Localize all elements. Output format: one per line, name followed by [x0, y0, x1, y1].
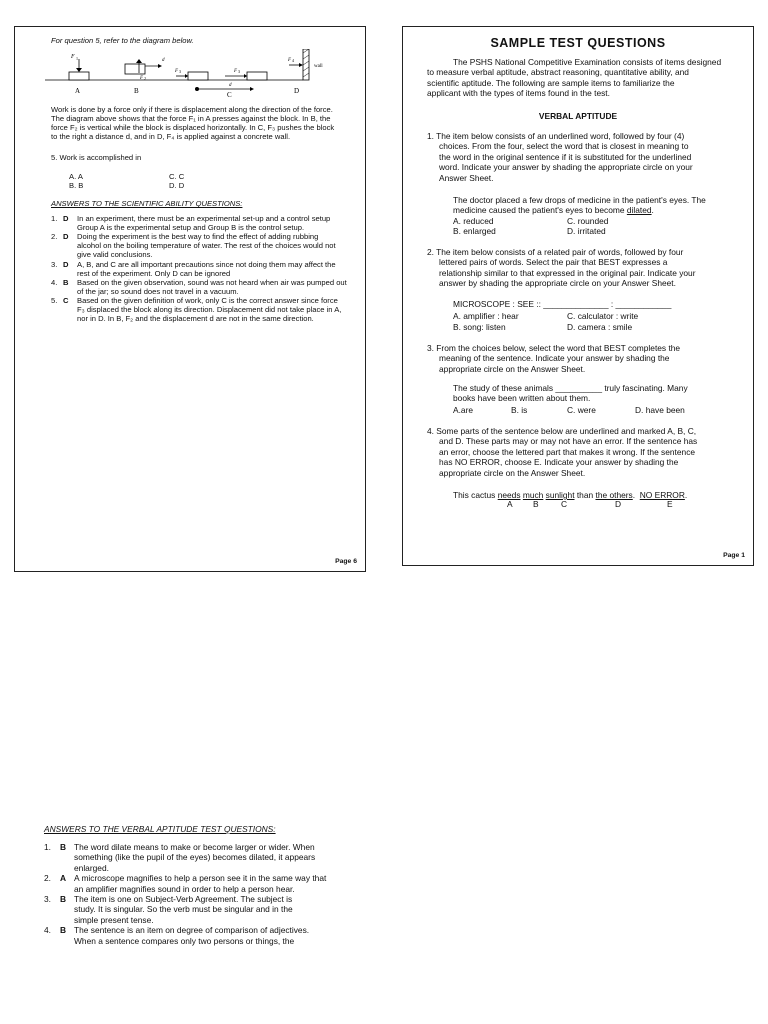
answer-letter: B [60, 842, 67, 852]
answers-heading: ANSWERS TO THE SCIENTIFIC ABILITY QUESTIONS: [51, 199, 243, 208]
answer-letter: A [60, 873, 67, 884]
q3-sentence: The study of these animals __________ truly fascinating. Many books have been written about them. [453, 383, 688, 404]
part-e: NO ERROR [639, 490, 685, 500]
q2-choice-d: D. camera : smile [567, 322, 633, 332]
answer-item [44, 894, 340, 925]
choice-c: C. C [169, 172, 185, 181]
intro-paragraph: The PSHS National Competitive Examination consists of items designed to measure verbal aptitude, abstract reasoning, quantitative ability, and scientific aptitude. The following are sample items to familiarize the applicant with the types of items found in the test. [427, 57, 722, 99]
q3-choice-c: C. were [567, 405, 596, 415]
answer-line: In an experiment, there must be an experimental set-up and a control setup [77, 214, 331, 223]
answer-line: an amplifier magnifies sound in order to help a person hear. [74, 883, 295, 894]
label-a: A [75, 87, 81, 95]
q2-choice-c: C. calculator : write [567, 311, 639, 321]
marker-d: D [615, 499, 622, 509]
work-paragraph: Work is done by a force only if there is displacement along the direction of the force. The diagram above shows that the force F₁ in A presses against the block. In B, the force F₂ is vertical while the block is displaced horizontally. In C, F₃ pushes the block to the right a distance d, and in D, F₄ is applied against a concrete wall. [51, 105, 335, 142]
q4-sentence: This cactus needs much sunlight than the others. NO ERROR. [453, 490, 688, 500]
section-heading: VERBAL APTITUDE [538, 111, 618, 121]
q3-choice-b: B. is [511, 405, 528, 415]
answer-number: 5. [51, 295, 58, 305]
part-b: much [522, 490, 544, 500]
underlined-word: dilated [626, 205, 652, 216]
svg-text:d: d [162, 58, 165, 63]
answer-line: Doing the experiment is the best way to find the effect of adding rubbing [77, 232, 319, 242]
answer-line: F₃ displaced the block along its direction. Displacement did not take place in A, [77, 304, 342, 314]
diagram-intro: For question 5, refer to the diagram below. [51, 36, 194, 45]
question-5: 5. Work is accomplished in [51, 153, 142, 162]
answer-letter: D [63, 259, 69, 269]
answer-item [44, 925, 340, 946]
answer-item [51, 232, 355, 259]
q1-choice-b: B. enlarged [453, 226, 496, 236]
answer-line: Based on the given definition of work, only C is the correct answer since force [77, 295, 338, 305]
question-3: 3. From the choices below, select the word that BEST completes the meaning of the sentence. Indicate your answer by shading the appropriate circle on the Answer Sheet. [427, 343, 681, 374]
answer-letter: D [63, 214, 69, 223]
page-number: Page 1 [723, 552, 745, 559]
answer-letter: D [63, 232, 69, 242]
question-2: 2. The item below consists of a related pair of words, followed by four lettered pairs of words. Select the pair that BEST expresses a relationship similar to that expressed in the original pair. Indicate your answer by shading the appropriate circle on your Answer Sheet. [427, 247, 696, 289]
choice-b: B. B [69, 181, 84, 190]
svg-text:2: 2 [144, 76, 146, 81]
answer-item [51, 260, 355, 278]
page-title: SAMPLE TEST QUESTIONS [490, 36, 666, 50]
answer-number: 1. [51, 214, 58, 223]
q1-choice-c: C. rounded [567, 216, 609, 226]
answer-line: nor in D. In B, F₂ and the displacement d are not in the same direction. [77, 314, 314, 324]
svg-text:F: F [175, 69, 179, 74]
answer-item [44, 873, 340, 894]
svg-text:F: F [288, 58, 292, 63]
q3-choice-a: A.are [453, 405, 474, 415]
svg-text:4: 4 [292, 58, 294, 63]
svg-text:d: d [229, 83, 232, 88]
answer-line: study. It is singular. So the verb must be singular and in the [74, 904, 293, 915]
answer-letter: C [63, 295, 69, 305]
answer-letter: B [63, 277, 69, 287]
answer-line: A microscope magnifies to help a person see it in the same way that [74, 873, 327, 884]
answer-item [51, 214, 355, 232]
svg-text:1: 1 [76, 56, 78, 61]
answer-item [44, 842, 340, 873]
answer-line: A, B, and C are all important precautions since not doing them may affect the [77, 259, 336, 269]
label-d: D [294, 87, 300, 95]
answer-item [51, 278, 355, 296]
marker-e: E [667, 499, 673, 509]
answer-letter: B [60, 925, 67, 936]
answer-line: something (like the pupil of the eyes) becomes dilated, it appears [74, 852, 316, 863]
svg-text:F: F [140, 76, 144, 81]
svg-text:3: 3 [238, 69, 240, 74]
page-1 [402, 26, 754, 566]
answer-number: 1. [44, 842, 51, 852]
answer-line: give valid conclusions. [77, 250, 153, 260]
answer-line: alcohol on the boiling temperature of water. The rest of the choices would not [77, 241, 336, 251]
answer-line: Group A is the experimental setup and Group B is the control setup. [77, 223, 305, 233]
answer-line: Based on the given observation, sound was not heard when air was pumped out [77, 277, 347, 287]
answer-number: 4. [44, 925, 51, 936]
q2-choice-b: B. song: listen [453, 322, 506, 332]
marker-b: B [533, 499, 539, 509]
answer-line: enlarged. [74, 862, 109, 873]
answer-number: 4. [51, 277, 58, 287]
answer-line: When a sentence compares only two persons or things, the [74, 935, 295, 946]
answer-line: The item is one on Subject-Verb Agreement. The subject is [74, 894, 293, 904]
question-1: 1. The item below consists of an underlined word, followed by four (4) choices. From the four, select the word that is closest in meaning to the word in the original sentence if it is substituted for the underlined word. Indicate your answer by shading the appropriate circle on your Answer Sheet. [427, 131, 693, 183]
answer-line: The word dilate means to make or become larger or wider. When [74, 842, 315, 852]
q1-sentence: The doctor placed a few drops of medicine in the patient's eyes. The medicine caused the patient's eyes to become dilated. [453, 195, 706, 216]
answer-letter: B [60, 894, 67, 904]
q3-choice-d: D. have been [635, 405, 685, 415]
question-4: 4. Some parts of the sentence below are underlined and marked A, B, C, and D. These parts may or may not have an error. If the sentence has an error, choose the lettered part that makes it wrong. If the sentence has NO ERROR, choose E. Indicate your answer by shading the appropriate circle on the Answer Sheet. [427, 426, 698, 478]
wall-label: wall [314, 64, 323, 69]
svg-text:F: F [234, 69, 238, 74]
marker-c: C [561, 499, 568, 509]
q2-stem: MICROSCOPE : SEE :: ______________ : ____________ [453, 299, 672, 309]
work-force-diagram [45, 49, 335, 99]
choice-d: D. D [169, 181, 185, 190]
answer-number: 2. [51, 232, 58, 242]
q1-choice-d: D. irritated [567, 226, 606, 236]
svg-text:F: F [71, 54, 75, 60]
answer-item [51, 296, 355, 323]
answer-line: simple present tense. [74, 914, 154, 925]
label-b: B [134, 87, 139, 95]
answer-number: 2. [44, 873, 51, 884]
answer-line: rest of the experiment. Only D can be ignored [77, 268, 231, 278]
svg-text:3: 3 [179, 69, 181, 74]
answer-line: The sentence is an item on degree of comparison of adjectives. [74, 925, 310, 936]
page-6 [14, 26, 366, 572]
part-a: needs [497, 490, 521, 500]
q1-choice-a: A. reduced [453, 216, 494, 226]
verbal-answers-heading: ANSWERS TO THE VERBAL APTITUDE TEST QUESTIONS: [44, 824, 276, 834]
answer-number: 3. [51, 259, 58, 269]
answer-number: 3. [44, 894, 51, 904]
choice-a: A. A [69, 172, 83, 181]
q2-choice-a: A. amplifier : hear [453, 311, 519, 321]
part-d: the others [595, 490, 633, 500]
page-number: Page 6 [335, 558, 357, 565]
marker-a: A [507, 499, 513, 509]
label-c: C [227, 91, 232, 99]
answer-line: of the jar; so sound does not travel in a vacuum. [77, 286, 239, 296]
part-c: sunlight [545, 490, 575, 500]
